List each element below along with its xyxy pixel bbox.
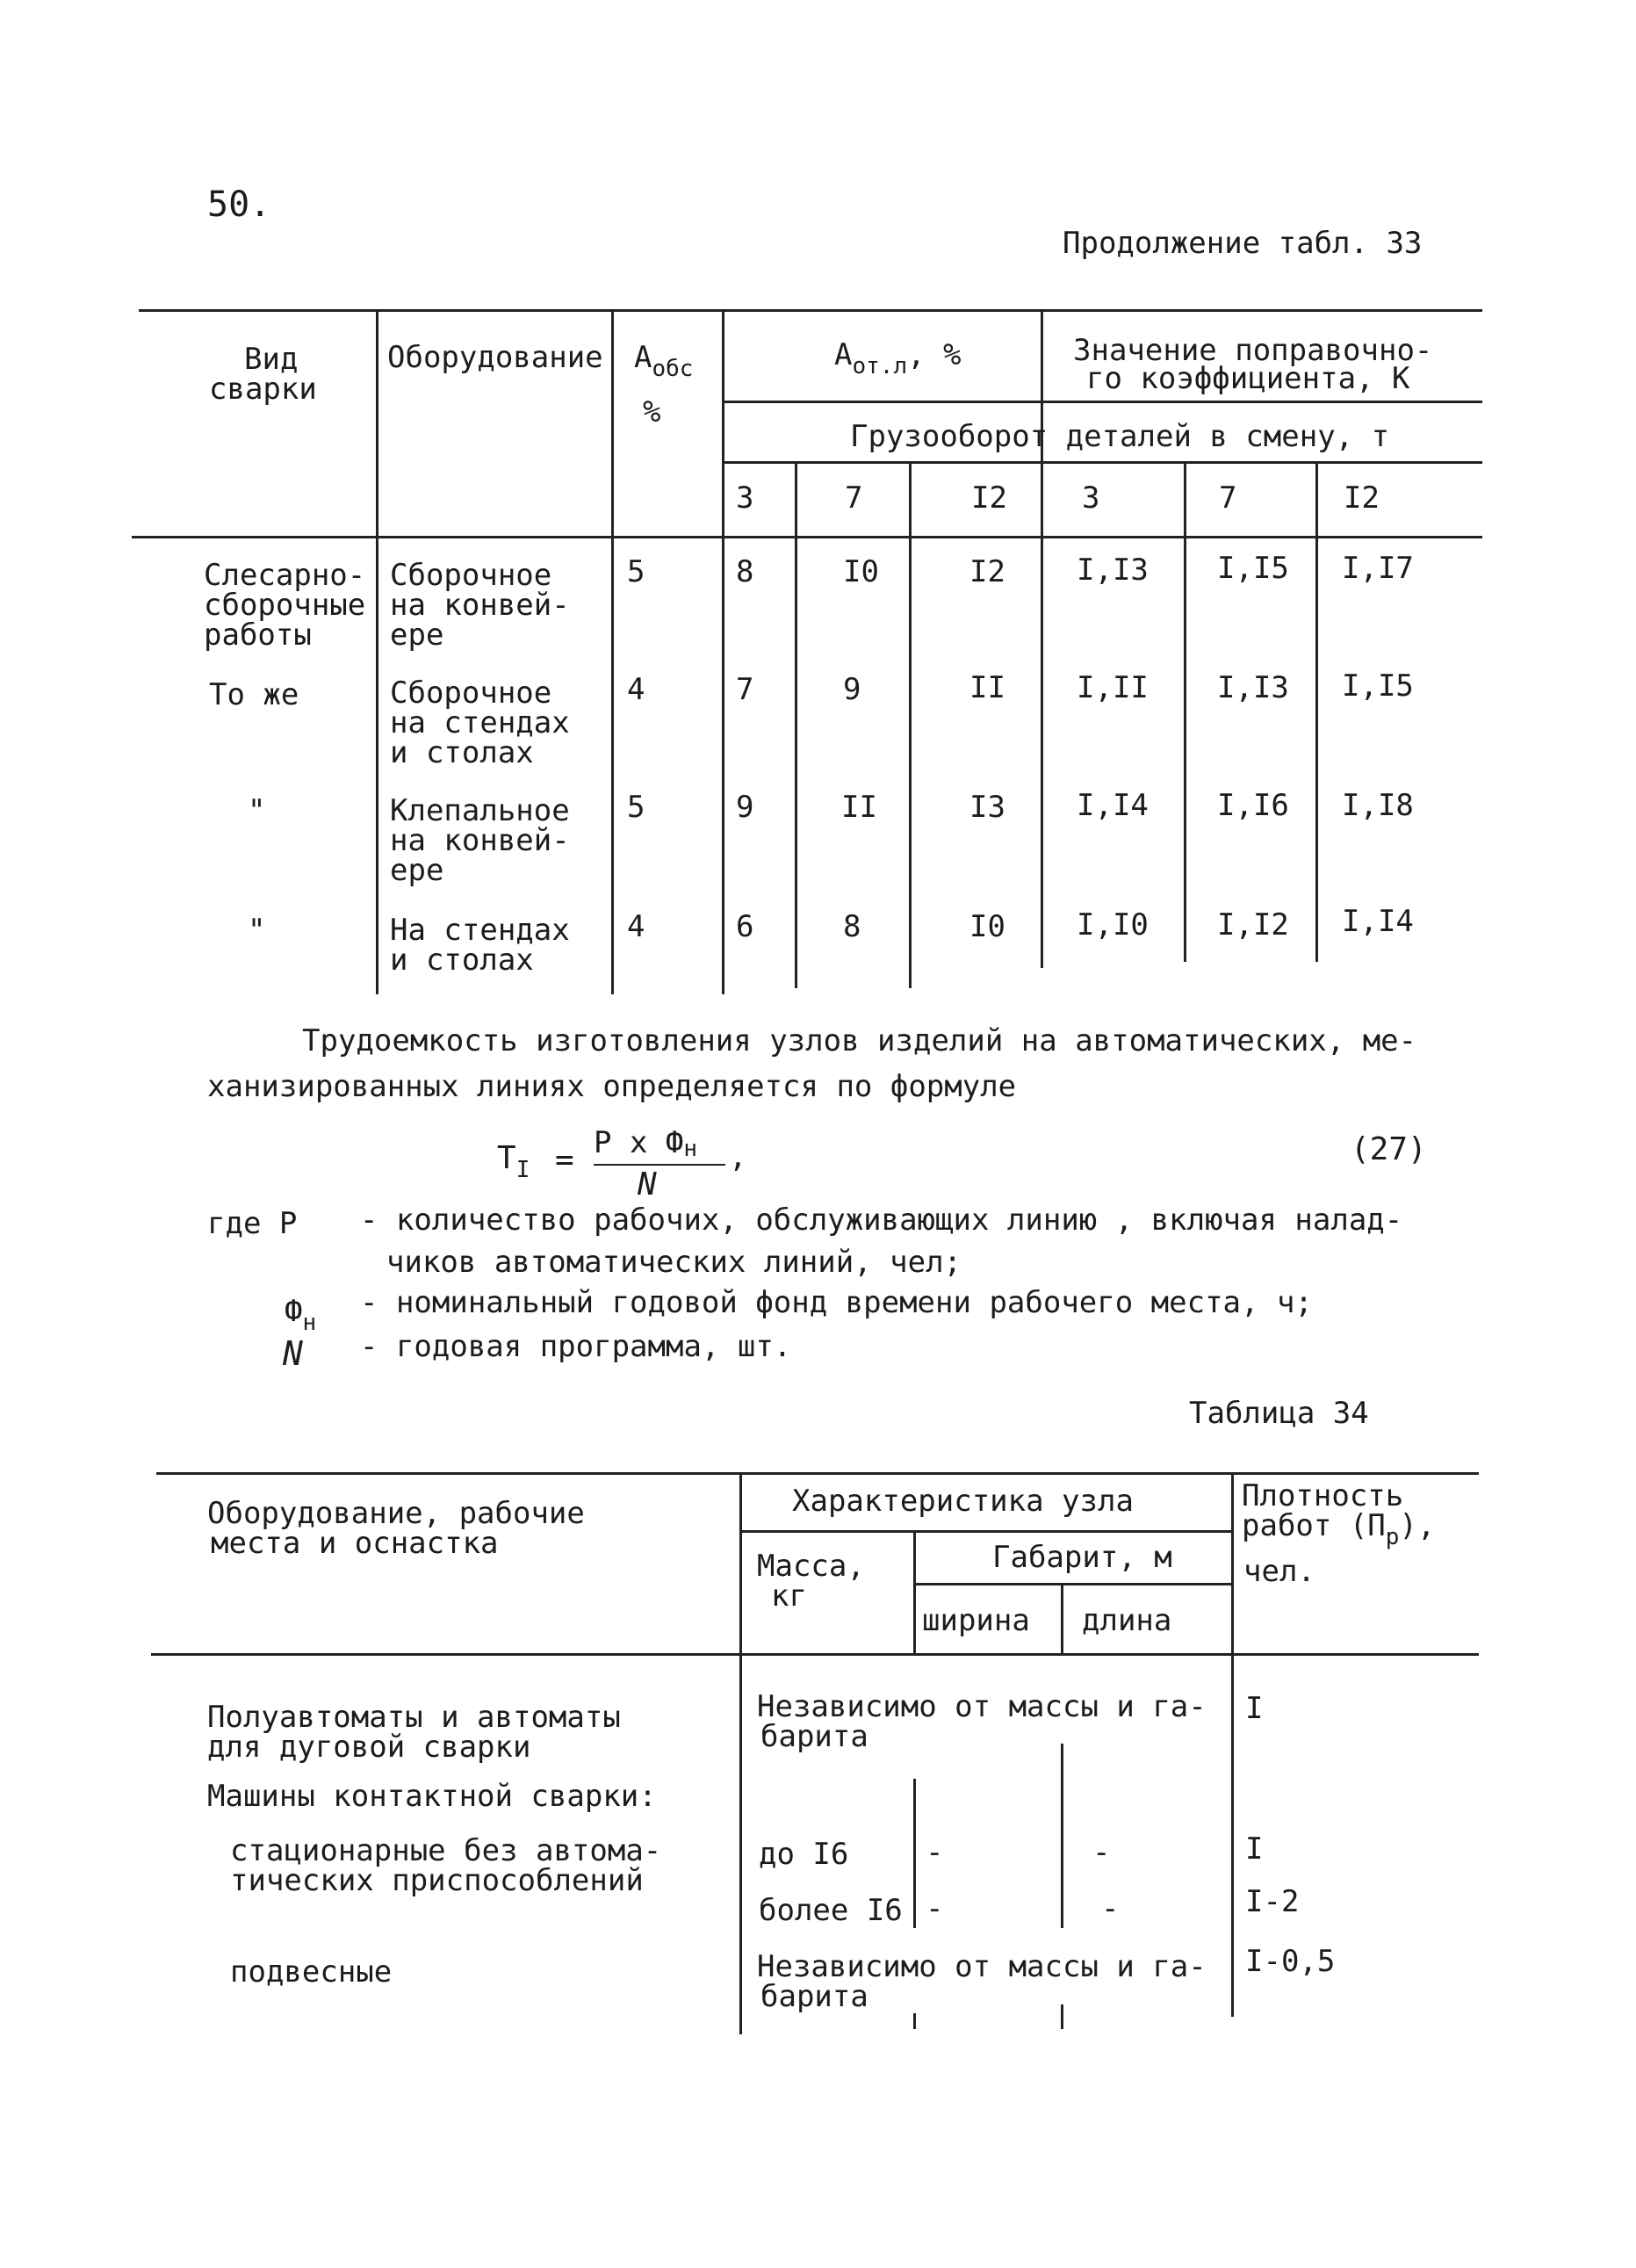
span-cell-line: Независимо от массы и га-	[757, 1689, 1207, 1724]
table34-body-rule	[913, 2013, 916, 2029]
density-cell: I	[1245, 1831, 1264, 1867]
a-obs-cell: 4	[627, 909, 645, 944]
table34-rule	[913, 1583, 1231, 1585]
header-k-value-line: го коэффициента, К	[1086, 361, 1410, 396]
a-cell: 6	[736, 909, 754, 944]
definition-term	[285, 1294, 317, 1336]
formula-tail: ,	[729, 1139, 747, 1174]
definition-term-main: Ф	[285, 1294, 303, 1329]
header-density-sub: р	[1385, 1524, 1400, 1550]
density-cell: I-0,5	[1245, 1944, 1336, 1979]
equipment-cell-line: на конвей-	[390, 823, 570, 858]
header-col-number: 3	[1082, 480, 1100, 516]
header-col-number: I2	[971, 480, 1007, 516]
equipment-cell-line: На стендах	[390, 913, 570, 948]
formula-number: (27)	[1351, 1131, 1427, 1167]
k-cell: I,I6	[1217, 788, 1289, 823]
header-col-number: 7	[845, 480, 863, 516]
density-cell: I	[1245, 1691, 1264, 1726]
equipment-cell-line: ере	[390, 618, 444, 653]
table33-col-rule	[1041, 309, 1043, 968]
equipment-cell-line: стационарные без автома-	[230, 1833, 662, 1868]
formula-numerator-main: P x Ф	[594, 1125, 684, 1160]
formula-lhs-sub: I	[515, 1157, 530, 1183]
header-vid-line: сварки	[209, 372, 317, 407]
table34-rule	[739, 1530, 1231, 1533]
k-cell: I,I0	[1077, 907, 1149, 943]
equipment-cell-line: Машины контактной сварки:	[207, 1779, 657, 1814]
k-cell: I,I3	[1217, 670, 1289, 705]
equipment-cell-line: Клепальное	[390, 793, 570, 828]
header-a-otl	[834, 337, 962, 379]
table33-col-rule	[722, 309, 724, 994]
a-obs-cell: 5	[627, 554, 645, 589]
header-a-otl-unit: , %	[907, 337, 962, 372]
equipment-cell-line: и столах	[390, 735, 534, 770]
table33-header-bottom-rule	[132, 536, 1482, 538]
definition-term: где P	[207, 1206, 298, 1241]
equipment-cell-line: Сборочное	[390, 558, 552, 593]
width-cell: -	[926, 1891, 944, 1926]
span-cell-line: Независимо от массы и га-	[757, 1949, 1207, 1984]
a-obs-cell: 5	[627, 790, 645, 825]
header-a-obs-sub: обс	[652, 356, 694, 382]
header-equipment: Оборудование	[387, 340, 603, 375]
vid-cell-line: сборочные	[204, 588, 366, 623]
a-cell: I2	[969, 554, 1005, 589]
table34-col-rule	[913, 1530, 916, 1653]
k-cell: I,I7	[1342, 551, 1414, 586]
equipment-cell-line: тических приспособлений	[230, 1863, 644, 1898]
header-col-number: I2	[1344, 480, 1380, 516]
table34-top-rule	[156, 1472, 1479, 1475]
header-col-number: 3	[736, 480, 754, 516]
header-density-line: работ $(П_р)$,	[1242, 1508, 1436, 1550]
mass-cell: до I6	[759, 1837, 849, 1872]
mass-cell: более I6	[759, 1893, 903, 1928]
header-k-value-line: Значение поправочно-	[1073, 333, 1433, 368]
a-cell: II	[969, 670, 1005, 705]
k-cell: I,I5	[1217, 551, 1289, 586]
table34-col-rule	[1231, 1472, 1234, 2017]
header-characteristic: Характеристика узла	[792, 1484, 1134, 1519]
header-a-otl-main: A	[834, 337, 853, 372]
equipment-cell-line: для дуговой сварки	[207, 1730, 531, 1765]
formula-numerator-sub: н	[683, 1136, 698, 1162]
vid-cell-line: "	[248, 793, 266, 828]
paragraph-line: ханизированных линиях определяется по формуле	[207, 1069, 1017, 1104]
table34-col-rule	[1061, 1583, 1063, 1653]
header-gabarit: Габарит, м	[992, 1540, 1172, 1575]
table33-col-rule	[1315, 461, 1318, 962]
table33-rule	[722, 461, 1482, 464]
formula-fraction-bar	[594, 1164, 725, 1166]
a-cell: II	[841, 790, 877, 825]
table33-col-rule	[611, 309, 614, 994]
a-cell: 8	[843, 909, 861, 944]
table34-caption: Таблица 34	[1189, 1396, 1369, 1431]
definition-term: N	[283, 1334, 303, 1373]
formula-numerator	[594, 1126, 697, 1162]
definition-text: - годовая программа, шт.	[360, 1329, 792, 1364]
a-obs-cell: 4	[627, 672, 645, 707]
header-mass-line: Масса,	[757, 1549, 865, 1584]
header-density-text: работ (П	[1242, 1508, 1386, 1543]
formula-lhs	[497, 1140, 530, 1183]
span-cell-line: барита	[760, 1979, 868, 2014]
a-cell: I0	[969, 909, 1005, 944]
vid-cell-line: То же	[209, 677, 299, 712]
k-cell: I,I5	[1342, 668, 1414, 704]
header-vid-line: Вид	[244, 342, 299, 377]
table34-body-rule	[913, 1779, 916, 1928]
equipment-cell-line: Сборочное	[390, 675, 552, 711]
k-cell: I,II	[1077, 670, 1149, 705]
header-length: длина	[1082, 1603, 1172, 1638]
span-cell-line: барита	[760, 1719, 868, 1754]
table33-top-rule	[139, 309, 1482, 312]
equipment-cell-line: ере	[390, 853, 444, 888]
header-density-close: )	[1399, 1508, 1417, 1543]
density-cell: I-2	[1245, 1884, 1300, 1919]
paragraph-line: Трудоемкость изготовления узлов изделий на автоматических, ме-	[302, 1023, 1417, 1058]
a-cell: I3	[969, 790, 1005, 825]
header-density-line: чел.	[1243, 1554, 1315, 1589]
k-cell: I,I2	[1217, 907, 1289, 943]
table34-body-rule	[1061, 2004, 1063, 2029]
width-cell: -	[926, 1835, 944, 1870]
formula-denominator: N	[638, 1167, 657, 1203]
a-cell: 9	[736, 790, 754, 825]
table34-header-bottom-rule	[151, 1653, 1479, 1656]
equipment-cell-line: на конвей-	[390, 588, 570, 623]
table33-col-rule	[909, 461, 912, 988]
k-cell: I,I3	[1077, 553, 1149, 588]
definition-text: - количество рабочих, обслуживающих линию , включая налад-	[360, 1203, 1403, 1238]
header-mass-line: кг	[771, 1578, 807, 1614]
table34-body-rule	[1061, 1744, 1063, 1928]
formula-eq: =	[555, 1142, 574, 1178]
definition-term-sub: н	[302, 1310, 317, 1336]
k-cell: I,I4	[1342, 904, 1414, 939]
formula-lhs-main: T	[497, 1140, 516, 1176]
length-cell: -	[1101, 1891, 1120, 1926]
length-cell: -	[1092, 1835, 1111, 1870]
table33-col-rule	[376, 309, 378, 994]
header-a-obs-main: A	[634, 340, 652, 375]
k-cell: I,I4	[1077, 788, 1149, 823]
header-equipment-line: Оборудование, рабочие	[207, 1496, 585, 1531]
header-density-line: Плотность	[1242, 1478, 1404, 1513]
vid-cell-line: работы	[204, 618, 312, 653]
header-width: ширина	[922, 1603, 1030, 1638]
header-equipment-line: места и оснастка	[211, 1526, 499, 1561]
header-a-obs	[634, 340, 694, 382]
equipment-cell-line: подвесные	[230, 1954, 393, 1990]
header-col-number: 7	[1219, 480, 1237, 516]
definition-text: - номинальный годовой фонд времени рабочего места, ч;	[360, 1285, 1313, 1320]
a-cell: 9	[843, 672, 861, 707]
table33-rule	[722, 401, 1482, 403]
table33-col-rule	[1184, 461, 1186, 962]
header-a-otl-sub: от.л	[852, 353, 908, 379]
a-cell: I0	[843, 554, 879, 589]
a-cell: 8	[736, 554, 754, 589]
vid-cell-line: "	[248, 913, 266, 948]
equipment-cell-line: и столах	[390, 943, 534, 978]
header-cargo: Грузооборот деталей в смену, т	[850, 419, 1390, 454]
table34-col-rule	[739, 1472, 742, 2034]
equipment-cell-line: Полуавтоматы и автоматы	[207, 1700, 621, 1735]
a-cell: 7	[736, 672, 754, 707]
definition-text: чиков автоматических линий, чел;	[386, 1245, 962, 1280]
vid-cell-line: Слесарно-	[204, 558, 366, 593]
equipment-cell-line: на стендах	[390, 705, 570, 740]
page-number: 50.	[207, 184, 271, 225]
table33-col-rule	[795, 461, 797, 988]
table33-caption: Продолжение табл. 33	[1063, 226, 1423, 261]
header-a-obs-unit: %	[643, 394, 661, 430]
k-cell: I,I8	[1342, 788, 1414, 823]
